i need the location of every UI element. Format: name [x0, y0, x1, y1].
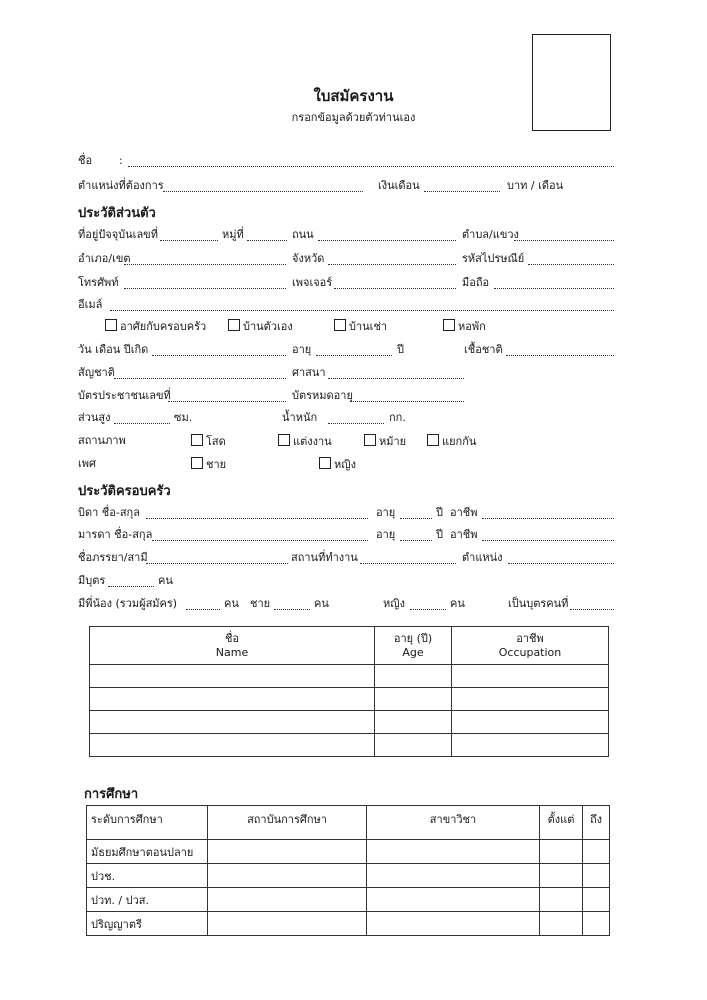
table-row: [90, 711, 609, 734]
spouse-position-field[interactable]: [508, 553, 614, 564]
father-years: ปี: [436, 506, 443, 519]
spouse-position-label: ตำแหน่ง: [462, 551, 503, 564]
age-field[interactable]: [316, 345, 392, 356]
postcode-label: รหัสไปรษณีย์: [462, 252, 525, 265]
province-field[interactable]: [328, 254, 456, 265]
position-field[interactable]: [163, 181, 363, 192]
mother-years: ปี: [436, 528, 443, 541]
checkbox-icon: [278, 434, 290, 446]
header-institution: สถาบันการศึกษา: [208, 806, 367, 840]
birth-order-label: เป็นบุตรคนที่: [508, 597, 569, 610]
birthdate-label: วัน เดือน ปีเกิด: [78, 343, 149, 356]
mobile-field[interactable]: [494, 278, 614, 289]
district-field[interactable]: [124, 254, 286, 265]
siblings-label: มีพี่น้อง (รวมผู้สมัคร): [78, 597, 178, 610]
table-cell[interactable]: [90, 711, 375, 734]
table-cell[interactable]: [540, 888, 583, 912]
salary-unit: บาท / เดือน: [507, 179, 564, 192]
education-heading: การศึกษา: [84, 787, 139, 802]
residence-option-label: อาศัยกับครอบครัว: [120, 320, 207, 333]
female-siblings-field[interactable]: [410, 599, 446, 610]
salary-field[interactable]: [424, 181, 500, 192]
postcode-field[interactable]: [528, 254, 614, 265]
table-cell[interactable]: [208, 840, 367, 864]
education-level: ปริญญาตรี: [87, 912, 208, 936]
checkbox-icon: [427, 434, 439, 446]
male-siblings-field[interactable]: [274, 599, 310, 610]
weight-unit: กก.: [389, 411, 406, 424]
phone-label: โทรศัพท์: [78, 276, 119, 289]
table-cell[interactable]: [452, 734, 609, 757]
children-label: มีบุตร: [78, 574, 106, 587]
mother-label: มารดา ชื่อ-สกุล: [78, 528, 153, 541]
table-cell[interactable]: [208, 888, 367, 912]
header-major: สาขาวิชา: [367, 806, 540, 840]
table-cell[interactable]: [375, 734, 452, 757]
checkbox-icon: [191, 434, 203, 446]
birthdate-field[interactable]: [152, 345, 286, 356]
name-label: ชื่อ: [78, 154, 93, 167]
table-cell[interactable]: [367, 888, 540, 912]
status-option-label: แยกกัน: [442, 435, 477, 448]
road-field[interactable]: [318, 230, 456, 241]
email-label: อีเมล์: [78, 298, 103, 311]
mother-occupation-field[interactable]: [482, 530, 614, 541]
header-level: ระดับการศึกษา: [87, 806, 208, 840]
checkbox-icon: [443, 319, 455, 331]
workplace-field[interactable]: [360, 553, 456, 564]
siblings-table: [89, 626, 609, 757]
table-row: [90, 688, 609, 711]
table-cell[interactable]: [452, 665, 609, 688]
table-cell[interactable]: [375, 688, 452, 711]
status-label: สถานภาพ: [78, 434, 126, 447]
mother-occupation-label: อาชีพ: [450, 528, 478, 541]
nationality-field[interactable]: [114, 368, 286, 379]
name-colon: :: [119, 154, 123, 167]
spouse-label: ชื่อภรรยา/สามี: [78, 551, 148, 564]
table-cell[interactable]: [367, 912, 540, 936]
status-option-label: แต่งงาน: [293, 435, 332, 448]
header-from: ตั้งแต่: [540, 806, 583, 840]
residence-option-own-house[interactable]: [228, 319, 293, 334]
table-header-row: [87, 806, 610, 840]
sex-option-male[interactable]: [191, 457, 226, 472]
sex-option-label: ชาย: [206, 458, 227, 471]
phone-field[interactable]: [124, 278, 286, 289]
religion-label: ศาสนา: [292, 366, 326, 379]
father-occupation-label: อาชีพ: [450, 506, 478, 519]
father-occupation-field[interactable]: [482, 508, 614, 519]
address-no-label: ที่อยู่ปัจจุบันเลขที่: [78, 228, 158, 241]
mother-age-label: อายุ: [376, 528, 396, 541]
mother-age-field[interactable]: [400, 530, 432, 541]
age-unit: ปี: [397, 343, 404, 356]
position-label: ตำแหน่งที่ต้องการ: [78, 179, 164, 192]
table-cell[interactable]: [90, 665, 375, 688]
id-card-label: บัตรประชาชนเลขที่: [78, 389, 171, 402]
table-row: [87, 912, 610, 936]
header-to: ถึง: [583, 806, 610, 840]
family-heading: ประวัติครอบครัว: [78, 484, 171, 499]
table-cell[interactable]: [540, 840, 583, 864]
weight-field[interactable]: [328, 413, 384, 424]
height-unit: ซม.: [174, 411, 193, 424]
table-cell[interactable]: [367, 840, 540, 864]
children-field[interactable]: [108, 576, 154, 587]
table-cell[interactable]: [208, 864, 367, 888]
education-level: ปวช.: [87, 864, 208, 888]
form-subtitle: กรอกข้อมูลด้วยตัวท่านเอง: [291, 111, 416, 124]
female-siblings-unit: คน: [450, 597, 465, 610]
header-age: อายุ (ปี) Age: [375, 627, 452, 665]
education-level: มัธยมศึกษาตอนปลาย: [87, 840, 208, 864]
table-cell[interactable]: [375, 665, 452, 688]
sex-option-female[interactable]: [319, 457, 356, 472]
table-cell[interactable]: [90, 688, 375, 711]
height-label: ส่วนสูง: [78, 411, 111, 424]
table-row: [87, 888, 610, 912]
residence-option-label: หอพัก: [458, 320, 486, 333]
mobile-label: มือถือ: [462, 276, 490, 289]
header-occupation: อาชีพ Occupation: [452, 627, 609, 665]
checkbox-icon: [191, 457, 203, 469]
father-name-field[interactable]: [146, 508, 368, 519]
status-option-label: หม้าย: [379, 435, 407, 448]
residence-option-label: บ้านตัวเอง: [243, 320, 293, 333]
checkbox-icon: [334, 319, 346, 331]
table-cell[interactable]: [452, 711, 609, 734]
sex-label: เพศ: [78, 457, 96, 470]
checkbox-icon: [364, 434, 376, 446]
header-name: ชื่อ Name: [90, 627, 375, 665]
expiry-label: บัตรหมดอายุ: [292, 389, 353, 402]
id-card-field[interactable]: [168, 391, 286, 402]
table-cell[interactable]: [367, 864, 540, 888]
religion-field[interactable]: [328, 368, 464, 379]
table-row: [90, 665, 609, 688]
siblings-unit: คน: [224, 597, 239, 610]
province-label: จังหวัด: [292, 252, 325, 265]
checkbox-icon: [105, 319, 117, 331]
table-row: [87, 864, 610, 888]
father-age-label: อายุ: [376, 506, 396, 519]
personal-heading: ประวัติส่วนตัว: [78, 206, 156, 221]
mother-name-field[interactable]: [152, 530, 368, 541]
education-level: ปวท. / ปวส.: [87, 888, 208, 912]
education-table: [86, 805, 610, 936]
status-option-label: โสด: [206, 435, 226, 448]
race-field[interactable]: [506, 345, 614, 356]
table-cell[interactable]: [90, 734, 375, 757]
father-age-field[interactable]: [400, 508, 432, 519]
salary-label: เงินเดือน: [378, 179, 420, 192]
children-unit: คน: [158, 574, 173, 587]
male-siblings-unit: คน: [314, 597, 329, 610]
subdistrict-label: ตำบล/แขวง: [462, 228, 519, 241]
address-no-field[interactable]: [160, 230, 218, 241]
father-label: บิดา ชื่อ-สกุล: [78, 506, 140, 519]
email-field[interactable]: [110, 300, 614, 311]
race-label: เชื้อชาติ: [464, 343, 503, 356]
form-title: ใบสมัครงาน: [313, 87, 394, 105]
district-label: อำเภอ/เขต: [78, 252, 131, 265]
table-cell[interactable]: [583, 912, 610, 936]
siblings-field[interactable]: [186, 599, 220, 610]
name-field[interactable]: [128, 156, 614, 167]
checkbox-icon: [319, 457, 331, 469]
table-row: [87, 840, 610, 864]
expiry-field[interactable]: [350, 391, 464, 402]
residence-option-dorm[interactable]: [443, 319, 486, 334]
weight-label: น้ำหนัก: [282, 411, 318, 424]
table-row: [90, 734, 609, 757]
table-cell[interactable]: [540, 912, 583, 936]
residence-option-rent[interactable]: [334, 319, 387, 334]
moo-label: หมู่ที่: [222, 228, 244, 241]
status-option-widowed[interactable]: [364, 434, 406, 449]
table-cell[interactable]: [583, 864, 610, 888]
spouse-field[interactable]: [146, 553, 288, 564]
status-option-single[interactable]: [191, 434, 226, 449]
checkbox-icon: [228, 319, 240, 331]
pager-field[interactable]: [334, 278, 456, 289]
workplace-label: สถานที่ทำงาน: [291, 551, 358, 564]
residence-option-label: บ้านเช่า: [349, 320, 388, 333]
table-cell[interactable]: [208, 912, 367, 936]
sex-option-label: หญิง: [334, 458, 356, 471]
status-option-separated[interactable]: [427, 434, 476, 449]
pager-label: เพจเจอร์: [292, 276, 333, 289]
birth-order-field[interactable]: [570, 599, 614, 610]
table-cell[interactable]: [452, 688, 609, 711]
height-field[interactable]: [114, 413, 170, 424]
table-header-row: [90, 627, 609, 665]
road-label: ถนน: [292, 228, 314, 241]
subdistrict-field[interactable]: [514, 230, 614, 241]
nationality-label: สัญชาติ: [78, 366, 115, 379]
table-cell[interactable]: [375, 711, 452, 734]
table-cell[interactable]: [540, 864, 583, 888]
female-siblings-label: หญิง: [383, 597, 405, 610]
residence-option-family[interactable]: [105, 319, 206, 334]
male-siblings-label: ชาย: [250, 597, 271, 610]
table-cell[interactable]: [583, 888, 610, 912]
status-option-married[interactable]: [278, 434, 332, 449]
moo-field[interactable]: [247, 230, 287, 241]
table-cell[interactable]: [583, 840, 610, 864]
age-label: อายุ: [292, 343, 312, 356]
